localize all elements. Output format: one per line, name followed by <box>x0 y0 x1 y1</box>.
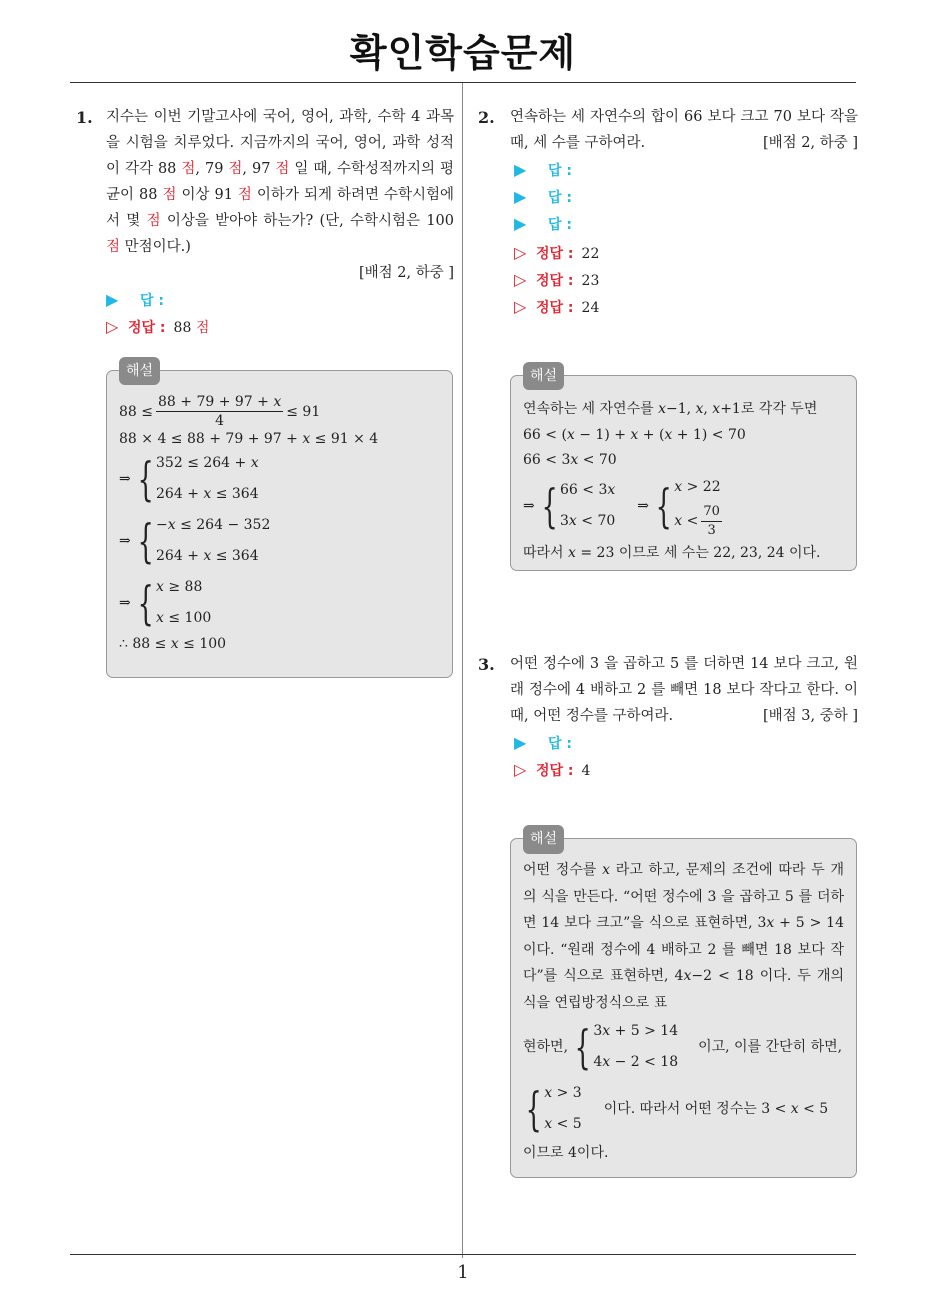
solution-1-system-1: ⇒ { 352 ≤ 264 + 𝑥 264 + 𝑥 ≤ 364 <box>119 452 259 506</box>
question-1-number: 1. <box>76 108 93 127</box>
answer-line: ▶ 답 : <box>106 286 454 313</box>
outline-arrow-icon: ▷ <box>514 760 527 779</box>
question-1-meta: [배점 2, 하중 ] <box>358 265 454 281</box>
solution-2-line-1: 연속하는 세 자연수를 𝑥−1, 𝑥, 𝑥+1로 각각 두면 <box>523 401 818 417</box>
answer-line: ▶ 답 : <box>514 183 858 210</box>
solution-3-system-1: 현하면, { 3𝑥 + 5 > 14 4𝑥 − 2 < 18 이고, 이를 간단히 하면, <box>523 1020 843 1074</box>
outline-arrow-icon: ▷ <box>514 243 527 262</box>
column-separator <box>462 83 463 1258</box>
solution-1-line-1: 88 ≤ $\frac{\text{88 + 79 + 97 + 𝑥}}{4}$ ≤ 91 <box>119 394 321 429</box>
question-3-meta: [배점 3, 중하 ] <box>762 708 858 724</box>
answer-line: ▶ 답 : <box>514 210 858 237</box>
question-3-number: 3. <box>478 655 495 674</box>
solution-2-box <box>510 368 857 571</box>
solution-3-box <box>510 831 857 1178</box>
solution-tag: 해설 <box>523 362 564 390</box>
outline-arrow-icon: ▷ <box>514 270 527 289</box>
outline-arrow-icon: ▷ <box>106 317 119 336</box>
page-title: 확인학습문제 <box>349 31 577 75</box>
outline-arrow-icon: ▷ <box>514 297 527 316</box>
play-arrow-icon: ▶ <box>514 214 527 233</box>
correct-answer-line: ▷ 정답 : 24 <box>514 293 858 320</box>
solution-3-paragraph: 어떤 정수를 𝑥 라고 하고, 문제의 조건에 따라 두 개의 식을 만든다. “어떤 정수에 3 을 곱하고 5 를 더하면 14 보다 크고”을 식으로 표현하면, 3𝑥 + 5 > 14 이다. “원래 정수에 4 배하고 2 를 빼면 18 보다 작다”를 식으로 표현하면, 4𝑥−2 < 18 이다. 두 개의 식을 연립방정식으로 표 <box>523 862 844 1011</box>
solution-tag: 해설 <box>119 357 160 385</box>
question-2 <box>510 104 858 320</box>
solution-2-line-2: 66 < (𝑥 − 1) + 𝑥 + (𝑥 + 1) < 70 <box>523 427 746 443</box>
answer-line: ▶ 답 : <box>514 729 858 756</box>
solution-3-system-2: { 𝑥 > 3 𝑥 < 5 이다. 따라서 어떤 정수는 3 < 𝑥 < 5 <box>525 1082 829 1136</box>
play-arrow-icon: ▶ <box>514 187 527 206</box>
top-rule <box>70 82 856 83</box>
play-arrow-icon: ▶ <box>106 290 119 309</box>
bottom-rule <box>70 1254 856 1255</box>
solution-3-conclusion: 이므로 4이다. <box>523 1145 609 1161</box>
question-2-text: 연속하는 세 자연수의 합이 66 보다 크고 70 보다 작을 때, 세 수를 구하여라. <box>510 109 858 151</box>
question-1 <box>106 104 454 340</box>
correct-answer-line: ▷ 정답 : 22 <box>514 239 858 266</box>
question-2-number: 2. <box>478 108 495 127</box>
page-number: 1 <box>457 1262 469 1283</box>
play-arrow-icon: ▶ <box>514 160 527 179</box>
play-arrow-icon: ▶ <box>514 733 527 752</box>
solution-1-box <box>106 363 453 678</box>
question-3 <box>510 651 858 783</box>
answer-line: ▶ 답 : <box>514 156 858 183</box>
solution-tag: 해설 <box>523 825 564 854</box>
solution-1-system-3: ⇒ { 𝑥 ≥ 88 𝑥 ≤ 100 <box>119 576 212 630</box>
question-3-text: 어떤 정수에 3 을 곱하고 5 를 더하면 14 보다 크고, 원래 정수에 4 배하고 2 를 빼면 18 보다 작다고 한다. 이 때, 어떤 정수를 구하여라. <box>510 656 858 724</box>
solution-1-conclusion: ∴ 88 ≤ 𝑥 ≤ 100 <box>119 636 227 652</box>
solution-1-system-2: ⇒ { −𝑥 ≤ 264 − 352 264 + 𝑥 ≤ 364 <box>119 514 271 568</box>
question-1-text: 지수는 이번 기말고사에 국어, 영어, 과학, 수학 4 과목을 시험을 치루었다. 지금까지의 국어, 영어, 과학 성적이 각각 88 점, 79 점, 97 점 일 때, 수학성적까지의 평균이 88 점 이상 91 점 이하가 되게 하려면 수학시험에서 몇 점 이상을 받아야 하는가? (단, 수학시험은 100 점 만점이다.) <box>106 109 455 255</box>
solution-2-conclusion: 따라서 𝑥 = 23 이므로 세 수는 22, 23, 24 이다. <box>523 545 821 561</box>
correct-answer-line: ▷ 정답 : 4 <box>514 756 858 783</box>
correct-answer-line: ▷ 정답 : 88 점 <box>106 313 454 340</box>
solution-2-systems: ⇒ { 66 < 3𝑥 3𝑥 < 70 ⇒ { 𝑥 > 22 𝑥 < $\frac{70}{3}$ <box>523 479 721 538</box>
question-2-meta: [배점 2, 하중 ] <box>762 135 858 151</box>
solution-2-line-3: 66 < 3𝑥 < 70 <box>523 452 617 468</box>
solution-1-line-2: 88 × 4 ≤ 88 + 79 + 97 + 𝑥 ≤ 91 × 4 <box>119 431 379 447</box>
correct-answer-line: ▷ 정답 : 23 <box>514 266 858 293</box>
